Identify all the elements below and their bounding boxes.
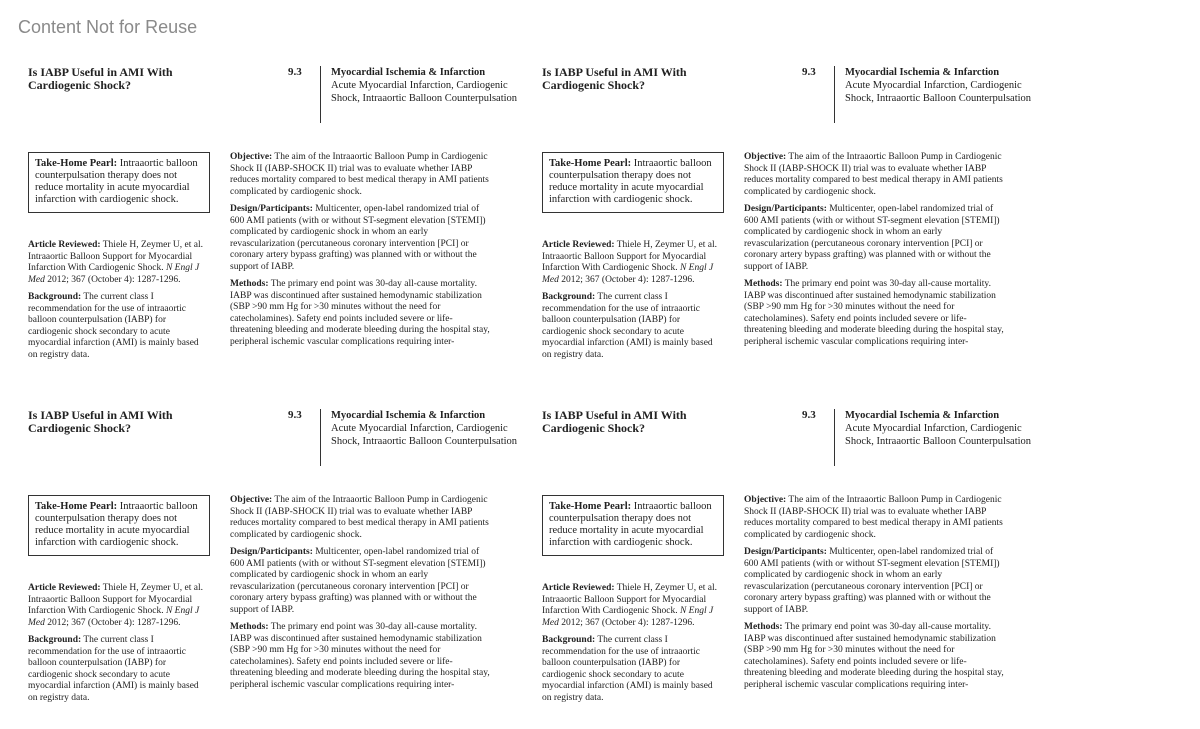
topic-keywords: Acute Myocardial Infarction, Cardiogenic Shock, Intraaortic Balloon Counterpulsation xyxy=(331,80,518,104)
divider-line xyxy=(834,409,835,466)
article-text: Thiele H, Zeymer U, et al. Intraaortic Balloon Support for Myocardial Infarction With Cardiogenic Shock. xyxy=(542,583,717,616)
take-home-pearl-box xyxy=(28,495,210,556)
methods-label: Methods: xyxy=(230,622,269,632)
background-paragraph xyxy=(542,635,724,704)
topic-heading: Myocardial Ischemia & Infarction xyxy=(845,67,1000,78)
pearl-label: Take-Home Pearl: xyxy=(549,501,632,512)
take-home-pearl-box xyxy=(28,152,210,213)
right-column xyxy=(230,152,492,354)
article-panel-1 xyxy=(28,66,528,366)
right-column xyxy=(744,495,1006,697)
objective-text: The aim of the Intraaortic Balloon Pump in Cardiogenic Shock II (IABP-SHOCK II) trial was to evaluate whether IABP reduces mortality compared to best medical therapy in AMI patients complicated by cardiogenic shock. xyxy=(230,495,489,540)
article-text: Thiele H, Zeymer U, et al. Intraaortic Balloon Support for Myocardial Infarction With Cardiogenic Shock. xyxy=(28,240,203,273)
section-number: 9.3 xyxy=(288,409,302,421)
background-paragraph xyxy=(28,635,210,704)
right-column xyxy=(744,152,1006,354)
topic-block xyxy=(331,66,521,105)
article-panel-3 xyxy=(28,409,528,709)
pearl-label: Take-Home Pearl: xyxy=(35,158,118,169)
methods-label: Methods: xyxy=(744,279,783,289)
design-paragraph xyxy=(230,547,492,616)
section-number: 9.3 xyxy=(288,66,302,78)
design-label: Design/Participants: xyxy=(744,204,827,214)
background-label: Background: xyxy=(542,292,596,302)
pearl-text: Intraaortic balloon counterpulsation therapy does not reduce mortality in acute myocardial infarction with cardiogenic shock. xyxy=(549,501,712,548)
design-text: Multicenter, open-label randomized trial of 600 AMI patients (with or without ST-segment elevation [STEMI]) complicated by cardiogenic shock in whom an early revascularization (percutaneous coronary intervention [PCI] or coronary artery bypass grafting) was planned with or without the support of IABP. xyxy=(744,204,1000,272)
objective-paragraph xyxy=(744,152,1006,198)
design-text: Multicenter, open-label randomized trial of 600 AMI patients (with or without ST-segment elevation [STEMI]) complicated by cardiogenic shock in whom an early revascularization (percutaneous coronary intervention [PCI] or coronary artery bypass grafting) was planned with or without the support of IABP. xyxy=(744,547,1000,615)
background-text: The current class I recommendation for the use of intraaortic balloon counterpulsation (IABP) for cardiogenic shock secondary to acute myocardial infarction (AMI) is mainly based on registry data. xyxy=(28,635,199,703)
objective-label: Objective: xyxy=(230,495,273,505)
design-text: Multicenter, open-label randomized trial of 600 AMI patients (with or without ST-segment elevation [STEMI]) complicated by cardiogenic shock in whom an early revascularization (percutaneous coronary intervention [PCI] or coronary artery bypass grafting) was planned with or without the support of IABP. xyxy=(230,547,486,615)
topic-heading: Myocardial Ischemia & Infarction xyxy=(331,67,486,78)
background-text: The current class I recommendation for the use of intraaortic balloon counterpulsation (IABP) for cardiogenic shock secondary to acute myocardial infarction (AMI) is mainly based on registry data. xyxy=(542,292,713,360)
divider-line xyxy=(834,66,835,123)
article-label: Article Reviewed: xyxy=(28,240,101,250)
article-journal: N Engl J Med xyxy=(542,263,714,285)
objective-text: The aim of the Intraaortic Balloon Pump in Cardiogenic Shock II (IABP-SHOCK II) trial was to evaluate whether IABP reduces mortality compared to best medical therapy in AMI patients complicated by cardiogenic shock. xyxy=(744,152,1003,197)
article-journal: N Engl J Med xyxy=(28,263,200,285)
topic-block xyxy=(845,409,1035,448)
background-text: The current class I recommendation for the use of intraaortic balloon counterpulsation (IABP) for cardiogenic shock secondary to acute myocardial infarction (AMI) is mainly based on registry data. xyxy=(28,292,199,360)
methods-text: The primary end point was 30-day all-cause mortality. IABP was discontinued after sustained hemodynamic stabilization (SBP >90 mm Hg for >30 minutes without the need for catecholamines). Safety end points included severe or life-threatening bleeding and moderate bleeding during the hospital stay, peripheral ischemic vascular complications requiring inter- xyxy=(744,622,1004,690)
article-reviewed-paragraph xyxy=(28,240,210,286)
article-journal: N Engl J Med xyxy=(28,606,200,628)
article-reviewed-paragraph xyxy=(28,583,210,629)
article-citation: 2012; 367 (October 4): 1287-1296. xyxy=(44,274,181,285)
article-citation: 2012; 367 (October 4): 1287-1296. xyxy=(558,617,695,628)
methods-text: The primary end point was 30-day all-cause mortality. IABP was discontinued after sustained hemodynamic stabilization (SBP >90 mm Hg for >30 minutes without the need for catecholamines). Safety end points included severe or life-threatening bleeding and moderate bleeding during the hospital stay, peripheral ischemic vascular complications requiring inter- xyxy=(230,279,490,347)
topic-heading: Myocardial Ischemia & Infarction xyxy=(845,410,1000,421)
article-text: Thiele H, Zeymer U, et al. Intraaortic Balloon Support for Myocardial Infarction With Cardiogenic Shock. xyxy=(28,583,203,616)
article-reviewed-paragraph xyxy=(542,240,724,286)
panel-title: Is IABP Useful in AMI With Cardiogenic Shock? xyxy=(28,408,173,435)
methods-paragraph xyxy=(230,622,492,691)
objective-text: The aim of the Intraaortic Balloon Pump in Cardiogenic Shock II (IABP-SHOCK II) trial was to evaluate whether IABP reduces mortality compared to best medical therapy in AMI patients complicated by cardiogenic shock. xyxy=(744,495,1003,540)
pearl-text: Intraaortic balloon counterpulsation therapy does not reduce mortality in acute myocardial infarction with cardiogenic shock. xyxy=(35,158,198,205)
article-citation: 2012; 367 (October 4): 1287-1296. xyxy=(44,617,181,628)
panel-title: Is IABP Useful in AMI With Cardiogenic Shock? xyxy=(542,408,687,435)
left-column xyxy=(542,583,724,710)
topic-block xyxy=(845,66,1035,105)
panel-title: Is IABP Useful in AMI With Cardiogenic Shock? xyxy=(542,65,687,92)
take-home-pearl-box xyxy=(542,152,724,213)
methods-text: The primary end point was 30-day all-cause mortality. IABP was discontinued after sustained hemodynamic stabilization (SBP >90 mm Hg for >30 minutes without the need for catecholamines). Safety end points included severe or life-threatening bleeding and moderate bleeding during the hospital stay, peripheral ischemic vascular complications requiring inter- xyxy=(230,622,490,690)
pearl-text: Intraaortic balloon counterpulsation therapy does not reduce mortality in acute myocardial infarction with cardiogenic shock. xyxy=(549,158,712,205)
left-column xyxy=(542,240,724,367)
design-label: Design/Participants: xyxy=(230,204,313,214)
watermark-text: Content Not for Reuse xyxy=(18,17,198,37)
topic-keywords: Acute Myocardial Infarction, Cardiogenic Shock, Intraaortic Balloon Counterpulsation xyxy=(331,423,518,447)
design-label: Design/Participants: xyxy=(230,547,313,557)
topic-heading: Myocardial Ischemia & Infarction xyxy=(331,410,486,421)
article-panel-4 xyxy=(542,409,1042,709)
article-label: Article Reviewed: xyxy=(542,240,615,250)
objective-paragraph xyxy=(744,495,1006,541)
right-column xyxy=(230,495,492,697)
methods-paragraph xyxy=(744,279,1006,348)
methods-paragraph xyxy=(230,279,492,348)
take-home-pearl-box xyxy=(542,495,724,556)
objective-paragraph xyxy=(230,152,492,198)
article-citation: 2012; 367 (October 4): 1287-1296. xyxy=(558,274,695,285)
design-text: Multicenter, open-label randomized trial of 600 AMI patients (with or without ST-segment elevation [STEMI]) complicated by cardiogenic shock in whom an early revascularization (percutaneous coronary intervention [PCI] or coronary artery bypass grafting) was planned with or without the support of IABP. xyxy=(230,204,486,272)
objective-text: The aim of the Intraaortic Balloon Pump in Cardiogenic Shock II (IABP-SHOCK II) trial was to evaluate whether IABP reduces mortality compared to best medical therapy in AMI patients complicated by cardiogenic shock. xyxy=(230,152,489,197)
pearl-label: Take-Home Pearl: xyxy=(549,158,632,169)
objective-label: Objective: xyxy=(230,152,273,162)
section-number: 9.3 xyxy=(802,409,816,421)
divider-line xyxy=(320,66,321,123)
article-panel-2 xyxy=(542,66,1042,366)
topic-keywords: Acute Myocardial Infarction, Cardiogenic Shock, Intraaortic Balloon Counterpulsation xyxy=(845,423,1032,447)
background-text: The current class I recommendation for the use of intraaortic balloon counterpulsation (IABP) for cardiogenic shock secondary to acute myocardial infarction (AMI) is mainly based on registry data. xyxy=(542,635,713,703)
topic-block xyxy=(331,409,521,448)
pearl-label: Take-Home Pearl: xyxy=(35,501,118,512)
panel-title: Is IABP Useful in AMI With Cardiogenic Shock? xyxy=(28,65,173,92)
methods-label: Methods: xyxy=(230,279,269,289)
background-label: Background: xyxy=(28,635,82,645)
article-reviewed-paragraph xyxy=(542,583,724,629)
topic-keywords: Acute Myocardial Infarction, Cardiogenic Shock, Intraaortic Balloon Counterpulsation xyxy=(845,80,1032,104)
article-text: Thiele H, Zeymer U, et al. Intraaortic Balloon Support for Myocardial Infarction With Cardiogenic Shock. xyxy=(542,240,717,273)
article-label: Article Reviewed: xyxy=(28,583,101,593)
objective-label: Objective: xyxy=(744,495,787,505)
methods-paragraph xyxy=(744,622,1006,691)
design-paragraph xyxy=(230,204,492,273)
methods-label: Methods: xyxy=(744,622,783,632)
background-paragraph xyxy=(28,292,210,361)
design-paragraph xyxy=(744,547,1006,616)
divider-line xyxy=(320,409,321,466)
left-column xyxy=(28,240,210,367)
section-number: 9.3 xyxy=(802,66,816,78)
objective-label: Objective: xyxy=(744,152,787,162)
background-label: Background: xyxy=(542,635,596,645)
article-label: Article Reviewed: xyxy=(542,583,615,593)
design-paragraph xyxy=(744,204,1006,273)
design-label: Design/Participants: xyxy=(744,547,827,557)
background-label: Background: xyxy=(28,292,82,302)
background-paragraph xyxy=(542,292,724,361)
left-column xyxy=(28,583,210,710)
article-journal: N Engl J Med xyxy=(542,606,714,628)
objective-paragraph xyxy=(230,495,492,541)
pearl-text: Intraaortic balloon counterpulsation therapy does not reduce mortality in acute myocardial infarction with cardiogenic shock. xyxy=(35,501,198,548)
methods-text: The primary end point was 30-day all-cause mortality. IABP was discontinued after sustained hemodynamic stabilization (SBP >90 mm Hg for >30 minutes without the need for catecholamines). Safety end points included severe or life-threatening bleeding and moderate bleeding during the hospital stay, peripheral ischemic vascular complications requiring inter- xyxy=(744,279,1004,347)
